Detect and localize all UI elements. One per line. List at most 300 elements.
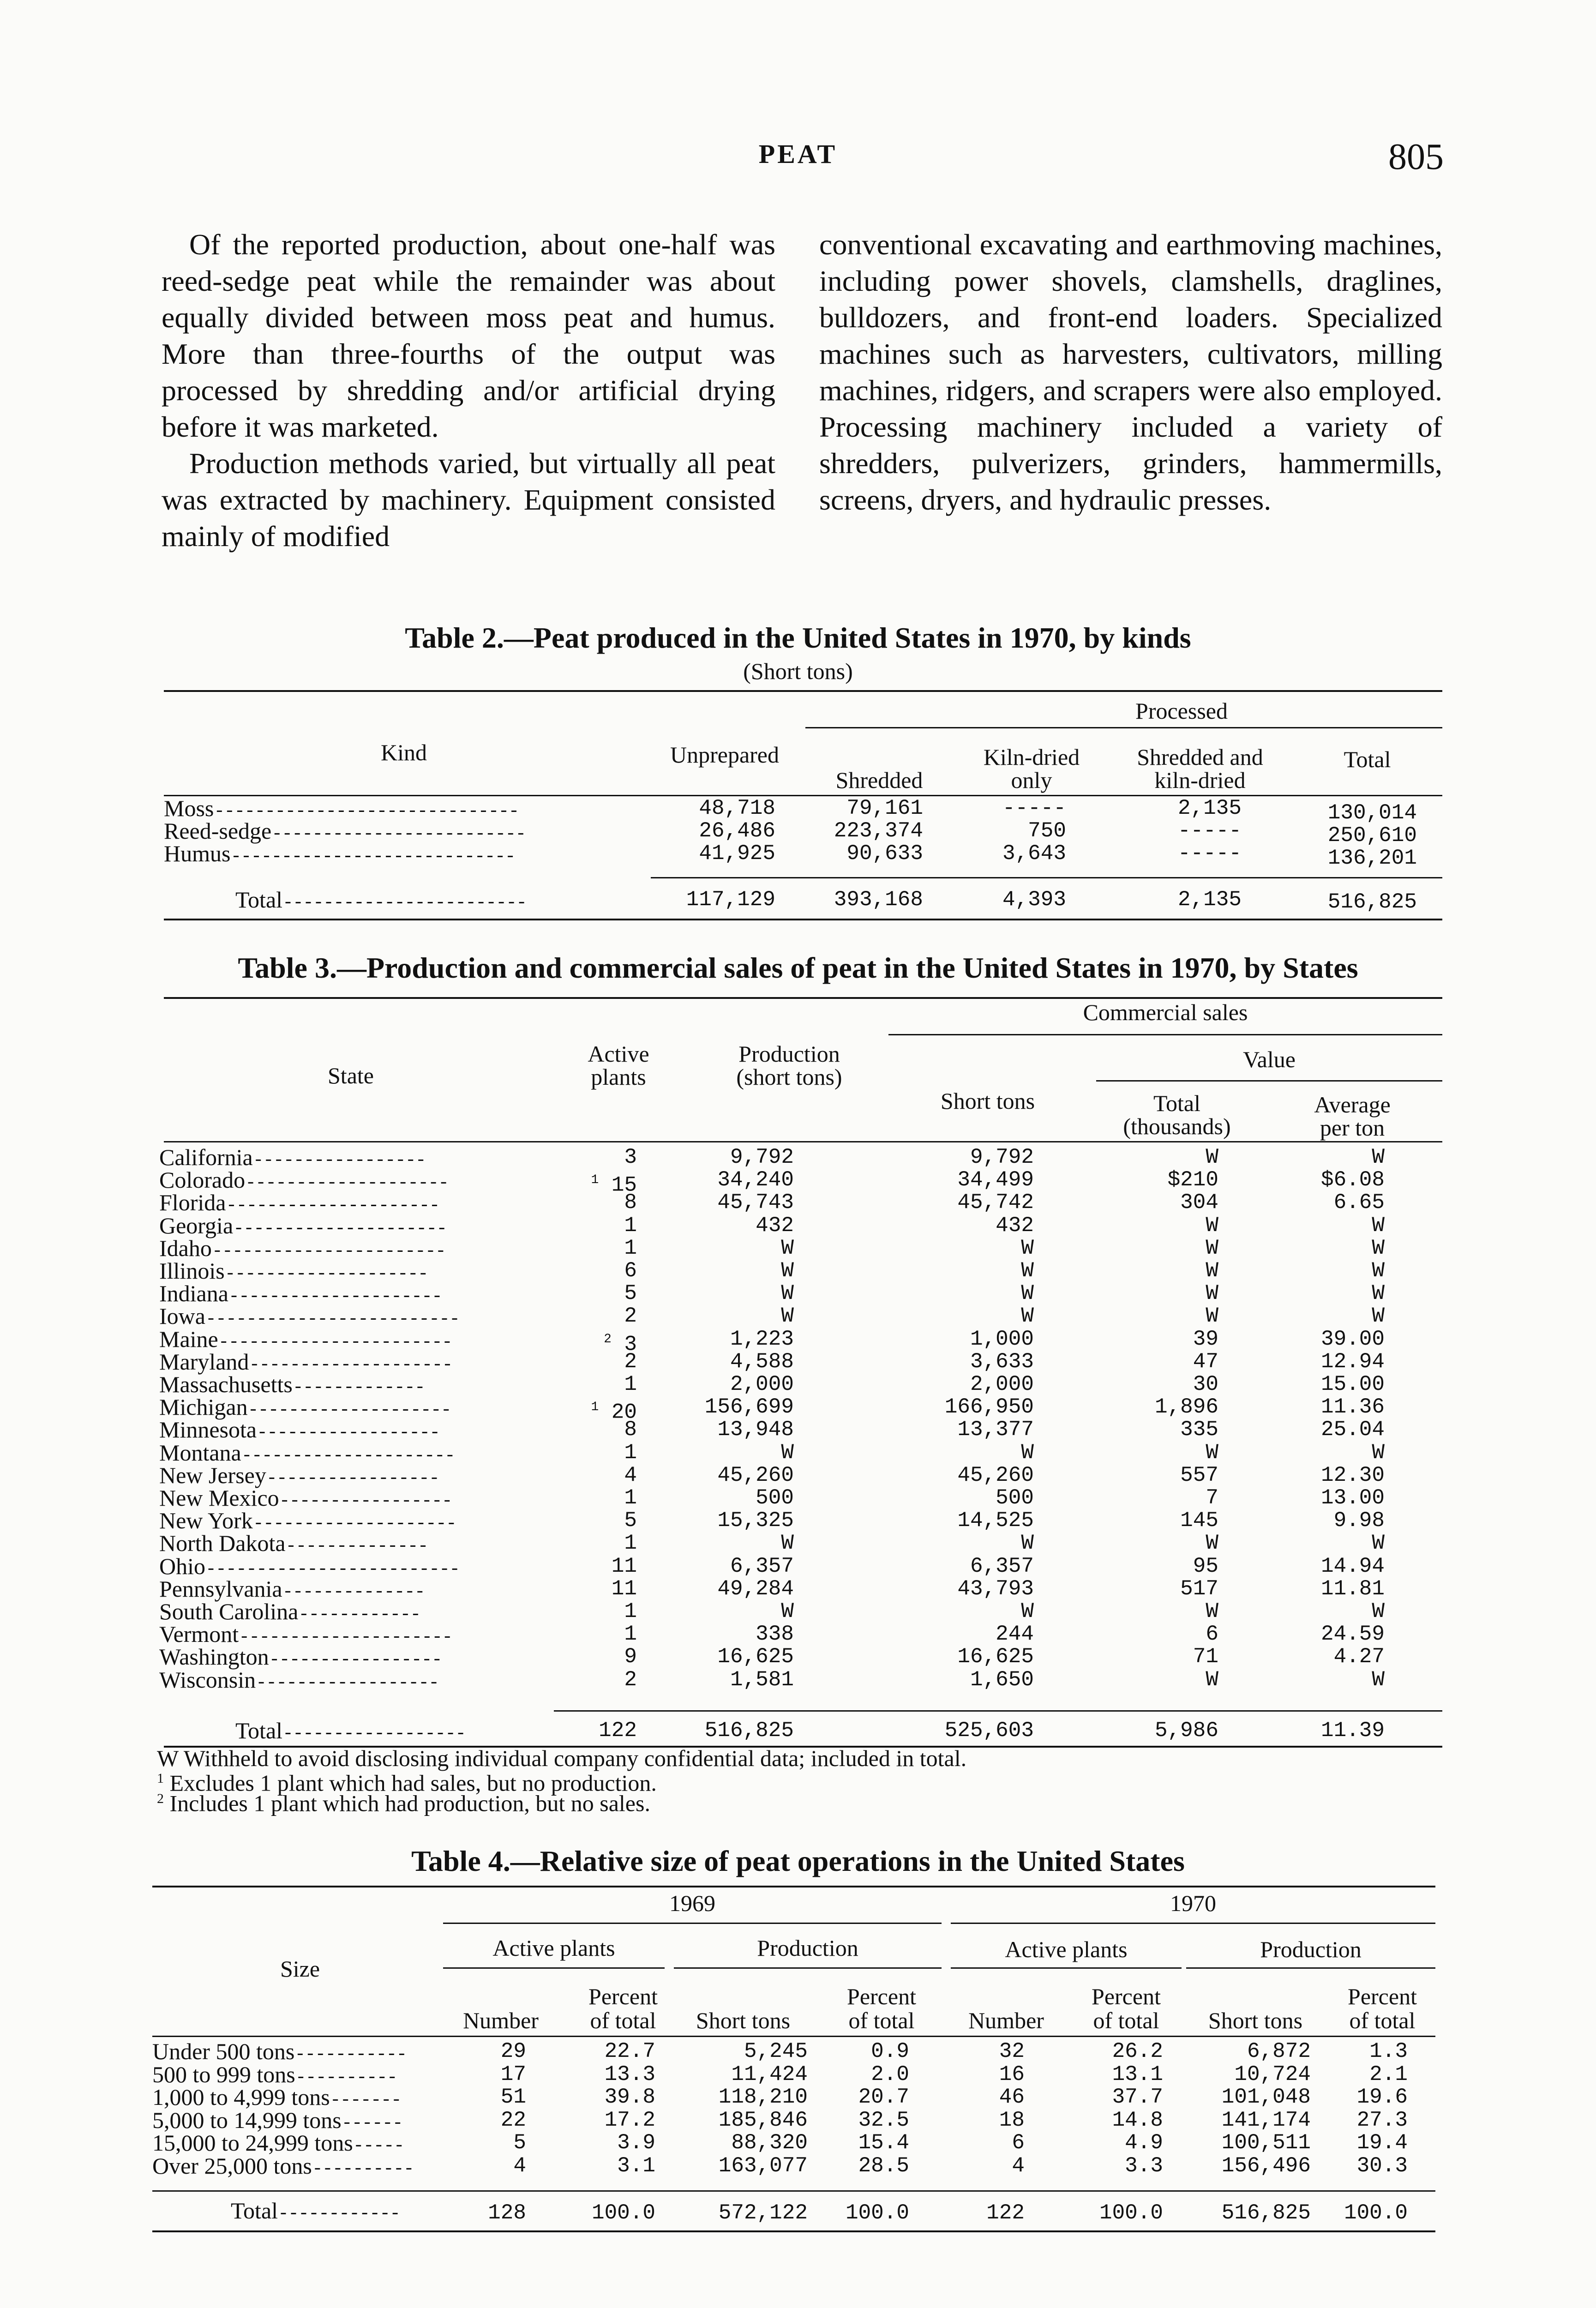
cell: 11 [611,1554,637,1578]
table-row-label: 15,000 to 24,999 tons----- [152,2130,404,2157]
col-header-shredded: Shredded [835,767,923,793]
cell: 2.1 [1369,2062,1408,2086]
cell: 32.5 [858,2108,909,2132]
cell: 17 [500,2062,526,2086]
cell: 39.8 [604,2085,655,2109]
cell: 20.7 [858,2085,909,2109]
cell: 1 [624,1213,637,1238]
cell: 3,643 [1002,841,1066,866]
cell: 118,210 [718,2085,808,2109]
cell: 88,320 [731,2131,808,2155]
cell: 5,986 [1154,1719,1218,1743]
cell: 100,511 [1221,2131,1311,2155]
cell: 1,000 [970,1327,1034,1351]
cell: W [1372,1440,1385,1465]
cell: 15,325 [717,1509,794,1533]
col-header-active-plants-1969: Active plants [492,1935,615,1961]
cell: 12.30 [1320,1463,1385,1487]
cell: W [1206,1440,1218,1465]
cell: 1 [624,1599,637,1623]
cell: W [781,1259,794,1283]
cell: W [781,1531,794,1556]
cell: 3 [624,1145,637,1169]
cell: ----- [1177,841,1242,866]
cell: 39 [1193,1327,1218,1351]
cell: 9.98 [1333,1509,1385,1533]
cell: W [1206,1281,1218,1306]
cell: 500 [996,1486,1034,1510]
cell: 16,625 [717,1645,794,1669]
cell: 34,499 [957,1168,1034,1192]
cell: 19.4 [1356,2131,1408,2155]
cell: 516,825 [1221,2201,1311,2225]
cell: W [1206,1531,1218,1556]
cell: 145 [1180,1509,1218,1533]
cell: W [1372,1599,1385,1623]
col-header-number: Number [968,2007,1044,2033]
table-3-title: Table 3.—Production and commercial sales of peat in the United States in 1970, by States [238,951,1358,984]
col-header-size: Size [280,1956,320,1982]
cell: 136,201 [1327,846,1417,870]
rule [152,2230,1435,2232]
cell: 22 [500,2108,526,2132]
cell: 1,650 [970,1667,1034,1692]
cell: 6,872 [1247,2039,1311,2063]
cell: 95 [1193,1554,1218,1578]
col-header-average: Average [1314,1092,1391,1118]
col-header-unprepared: Unprepared [670,742,779,768]
table-row-label: South Carolina------------ [159,1599,420,1625]
table-row-label: Minnesota------------------ [159,1417,440,1444]
cell: 128 [488,2201,526,2225]
cell: W [781,1599,794,1623]
cell: 14,525 [957,1509,1034,1533]
col-header-percent: of total [848,2007,915,2033]
col-header-production-1969: Production [757,1935,858,1961]
cell: W [1206,1599,1218,1623]
cell: 51 [500,2085,526,2109]
cell: 18 [999,2108,1025,2132]
rule [152,2190,1435,2192]
col-header-percent: of total [1349,2007,1416,2033]
cell: 1 [624,1440,637,1465]
cell: 37.7 [1112,2085,1163,2109]
table-total-label: Total------------------------ [235,887,527,914]
table-total-label: Total------------ [231,2198,400,2224]
cell: 27.3 [1356,2108,1408,2132]
rule [805,727,1442,728]
cell: W [1021,1599,1034,1623]
cell: 6.65 [1333,1190,1385,1215]
col-header-commercial-sales: Commercial sales [1083,999,1248,1025]
table-row-label: Maryland-------------------- [159,1348,452,1376]
table-row-label: Ohio------------------------- [159,1553,460,1580]
col-header-shredded-kiln: kiln-dried [1154,767,1246,793]
cell: 304 [1180,1190,1218,1215]
cell: 2,000 [970,1372,1034,1396]
cell: 8 [624,1418,637,1442]
cell: 1.3 [1369,2039,1408,2063]
cell: W [781,1440,794,1465]
cell: 34,240 [717,1168,794,1192]
cell: 2,000 [730,1372,794,1396]
cell: 46 [999,2085,1025,2109]
page-number: 805 [1388,137,1444,177]
cell: 1,896 [1154,1395,1218,1419]
cell: W [1206,1213,1218,1238]
cell: 16,625 [957,1645,1034,1669]
cell: 4 [624,1463,637,1487]
rule [164,997,1442,999]
cell: 750 [1028,819,1066,843]
cell: 11,424 [731,2062,808,2086]
body-column-left [162,226,775,554]
cell: $^1$ 20 [591,1400,637,1424]
col-header-percent: of total [1093,2007,1159,2033]
cell: 45,260 [957,1463,1034,1487]
cell: 11 [611,1576,637,1601]
cell: W [1021,1281,1034,1306]
cell: W [1021,1259,1034,1283]
cell: 9,792 [970,1145,1034,1169]
cell: W [1021,1440,1034,1465]
cell: 4 [1012,2153,1025,2178]
table-2-subtitle: (Short tons) [743,658,853,684]
rule [554,1710,1442,1712]
cell: 26,486 [699,819,775,843]
cell: 28.5 [858,2153,909,2178]
cell: 335 [1180,1418,1218,1442]
cell: 156,496 [1221,2153,1311,2178]
table-row-label: Idaho----------------------- [159,1235,445,1262]
col-header-total: Total [1344,746,1391,772]
table-row-label: California----------------- [159,1144,426,1171]
cell: 100.0 [591,2201,655,2225]
cell: 5 [513,2131,526,2155]
col-header-1970: 1970 [1170,1890,1216,1916]
cell: W [1206,1259,1218,1283]
table-row-label: Reed-sedge------------------------- [164,818,526,845]
cell: 13.00 [1320,1486,1385,1510]
table-row-label: New Mexico----------------- [159,1485,452,1512]
col-header-percent: Percent [1092,1983,1161,2009]
cell: 122 [599,1719,637,1743]
cell: 6,357 [730,1554,794,1578]
cell: W [1372,1145,1385,1169]
cell: 250,610 [1327,823,1417,847]
table-row-label: Washington----------------- [159,1644,442,1671]
cell: 14.8 [1112,2108,1163,2132]
rule [152,1886,1435,1887]
rule [164,919,1442,920]
cell: 39.00 [1320,1327,1385,1351]
cell: 525,603 [944,1719,1034,1743]
col-header-kiln-dried: Kiln-dried [983,744,1080,770]
cell: 2 [624,1304,637,1328]
cell: 3.3 [1125,2153,1163,2178]
col-header-production: (short tons) [736,1064,842,1090]
table-row-label: Montana--------------------- [159,1439,455,1467]
cell: 244 [996,1622,1034,1647]
cell: 71 [1193,1645,1218,1669]
cell: 100.0 [1099,2201,1163,2225]
table-row-label: Humus---------------------------- [164,841,515,867]
cell: 122 [986,2201,1025,2225]
rule [1186,1967,1435,1969]
rule [164,1141,1442,1142]
cell: 2 [624,1667,637,1692]
table-row-label: Under 500 tons----------- [152,2038,407,2065]
cell: 7 [1206,1486,1218,1510]
col-header-short-tons: Short tons [696,2007,791,2033]
cell: 100.0 [845,2201,909,2225]
cell: 100.0 [1344,2201,1408,2225]
paragraph: conventional excavating and earthmoving machines, including power shovels, clamshells, draglines, bulldozers, and front-end loaders. Specialized machines such as harvesters, cultivators, milling machines, ridgers, and scrapers were also employed. Processing machinery included a variety of shredders, pulverizers, grinders, hammermills, screens, dryers, and hydraulic presses. [819,228,1442,516]
rule [951,1967,1182,1969]
cell: 432 [756,1213,794,1238]
col-header-percent: Percent [1348,1983,1417,2009]
cell: 1,223 [730,1327,794,1351]
cell: 12.94 [1320,1349,1385,1374]
cell: 90,633 [846,841,923,866]
cell: 25.04 [1320,1418,1385,1442]
cell: 9 [624,1645,637,1669]
cell: 163,077 [718,2153,808,2178]
cell: W [1372,1281,1385,1306]
rule [443,1923,942,1924]
col-header-percent: Percent [847,1983,916,2009]
cell: 3.1 [617,2153,655,2178]
cell: ----- [1002,796,1066,820]
cell: W [1372,1236,1385,1260]
cell: 26.2 [1112,2039,1163,2063]
cell: 19.6 [1356,2085,1408,2109]
col-header-production: Production [738,1041,840,1067]
cell: $6.08 [1320,1168,1385,1192]
cell: 6 [1012,2131,1025,2155]
cell: 22.7 [604,2039,655,2063]
cell: 6,357 [970,1554,1034,1578]
cell: 45,260 [717,1463,794,1487]
cell: 43,793 [957,1576,1034,1601]
cell: 572,122 [718,2201,808,2225]
cell: 32 [999,2039,1025,2063]
rule [651,877,1442,878]
cell: 47 [1193,1349,1218,1374]
cell: 2.0 [871,2062,909,2086]
cell: 10,724 [1234,2062,1311,2086]
cell: 29 [500,2039,526,2063]
cell: 49,284 [717,1576,794,1601]
paragraph: Of the reported production, about one-half was reed-sedge peat while the remainder was about equally divided between moss peat and humus. More than three-fourths of the output was processed by shredding and/or artificial drying before it was marketed. [162,228,775,443]
cell: 101,048 [1221,2085,1311,2109]
cell: W [1206,1236,1218,1260]
rule [443,1967,665,1969]
table-row-label: 1,000 to 4,999 tons------- [152,2084,401,2111]
cell: 13.3 [604,2062,655,2086]
col-header-kiln-dried: only [1011,767,1052,793]
col-header-number: Number [463,2007,539,2033]
cell: 14.94 [1320,1554,1385,1578]
cell: 141,174 [1221,2108,1311,2132]
cell: 24.59 [1320,1622,1385,1647]
cell: 15.00 [1320,1372,1385,1396]
col-header-active-plants: plants [591,1064,646,1090]
cell: 4.27 [1333,1645,1385,1669]
col-header-shredded-kiln: Shredded and [1137,744,1263,770]
footnote-withheld: W Withheld to avoid disclosing individual company confidential data; included in total. [157,1745,967,1771]
col-header-kind: Kind [381,739,427,765]
cell: 30.3 [1356,2153,1408,2178]
cell: 338 [756,1622,794,1647]
table-row-label: Indiana--------------------- [159,1280,442,1308]
cell: 2 [624,1349,637,1374]
col-header-average: per ton [1320,1115,1385,1141]
cell: 13,948 [717,1418,794,1442]
cell: W [1021,1236,1034,1260]
cell: 516,825 [704,1719,794,1743]
cell: 432 [996,1213,1034,1238]
cell: 6 [1206,1622,1218,1647]
table-row-label: New Jersey----------------- [159,1462,439,1489]
cell: 2,135 [1177,796,1242,820]
cell: $^1$ 15 [591,1173,637,1197]
table-row-label: New York-------------------- [159,1508,456,1535]
table-row-label: Florida--------------------- [159,1190,439,1217]
cell: 5 [624,1509,637,1533]
cell: W [781,1236,794,1260]
cell: 8 [624,1190,637,1215]
table-row-label: Michigan-------------------- [159,1394,451,1421]
table-total-label: Total------------------ [235,1718,466,1744]
cell: 185,846 [718,2108,808,2132]
cell: 1 [624,1372,637,1396]
cell: 4.9 [1125,2131,1163,2155]
paragraph: Production methods varied, but virtually all peat was extracted by machinery. Equipment consisted mainly of modified [162,447,775,553]
col-header-1969: 1969 [669,1890,715,1916]
col-header-production-1970: Production [1260,1936,1362,1962]
col-header-short-tons: Short tons [1208,2007,1303,2033]
rule [1096,1080,1442,1082]
cell: 0.9 [871,2039,909,2063]
cell: 79,161 [846,796,923,820]
table-row-label: Over 25,000 tons---------- [152,2152,414,2180]
table-row-label: Wisconsin------------------ [159,1666,439,1694]
cell: W [1372,1304,1385,1328]
col-header-percent: of total [590,2007,656,2033]
body-column-right [819,226,1442,518]
cell: 1 [624,1531,637,1556]
cell: $210 [1167,1168,1218,1192]
cell: 17.2 [604,2108,655,2132]
footnote-1: $^1$ Excludes 1 plant which had sales, but no production. [157,1770,657,1796]
table-row-label: Illinois-------------------- [159,1258,428,1285]
rule [674,1967,942,1969]
table-row-label: Moss------------------------------ [164,795,519,822]
cell: 500 [756,1486,794,1510]
cell: W [1372,1667,1385,1692]
table-4-title: Table 4.—Relative size of peat operations in the United States [411,1845,1185,1877]
cell: 48,718 [699,796,775,820]
cell: 516,825 [1327,890,1417,914]
cell: 15.4 [858,2131,909,2155]
cell: W [1021,1304,1034,1328]
cell: 11.36 [1320,1395,1385,1419]
cell: 4 [513,2153,526,2178]
rule [152,2036,1435,2037]
cell: 5,245 [744,2039,808,2063]
cell: 5 [624,1281,637,1306]
table-row-label: North Dakota-------------- [159,1530,428,1557]
cell: 41,925 [699,841,775,866]
cell: 4,588 [730,1349,794,1374]
col-header-total-thousands: (thousands) [1123,1113,1231,1139]
cell: W [781,1281,794,1306]
rule [164,795,1442,796]
cell: 4,393 [1002,888,1066,912]
rule [951,1923,1435,1924]
table-2-title: Table 2.—Peat produced in the United States in 1970, by kinds [405,621,1191,654]
table-row-label: Iowa------------------------- [159,1303,460,1330]
cell: 11.81 [1320,1576,1385,1601]
cell: 557 [1180,1463,1218,1487]
cell: ----- [1177,819,1242,843]
cell: 393,168 [834,888,923,912]
table-row-label: Colorado-------------------- [159,1167,449,1194]
cell: W [1206,1304,1218,1328]
cell: 3.9 [617,2131,655,2155]
col-header-short-tons: Short tons [940,1088,1035,1114]
cell: 13,377 [957,1418,1034,1442]
cell: 45,742 [957,1190,1034,1215]
cell: 11.39 [1320,1719,1385,1743]
col-header-active-plants: Active [588,1041,649,1067]
cell: 1 [624,1486,637,1510]
footnote-2: $^2$ Includes 1 plant which had production, but no sales. [157,1790,650,1816]
cell: W [1206,1145,1218,1169]
table-row-label: 500 to 999 tons---------- [152,2061,397,2088]
table-row-label: Maine----------------------- [159,1326,452,1353]
cell: W [1372,1531,1385,1556]
cell: 45,743 [717,1190,794,1215]
table-row-label: Pennsylvania-------------- [159,1575,425,1603]
table-row-label: 5,000 to 14,999 tons------ [152,2107,402,2134]
cell: 1 [624,1236,637,1260]
cell: 223,374 [834,819,923,843]
col-header-value: Value [1243,1046,1296,1072]
cell: 2,135 [1177,888,1242,912]
col-header-total-thousands: Total [1153,1090,1201,1116]
col-header-state: State [328,1063,374,1088]
cell: W [1021,1531,1034,1556]
rule [888,1034,1442,1035]
cell: W [1372,1213,1385,1238]
cell: 166,950 [944,1395,1034,1419]
cell: $^2$ 3 [604,1332,637,1356]
table-row-label: Massachusetts------------- [159,1371,425,1398]
cell: 9,792 [730,1145,794,1169]
cell: 156,699 [704,1395,794,1419]
cell: 13.1 [1112,2062,1163,2086]
table-row-label: Vermont--------------------- [159,1621,452,1648]
cell: 30 [1193,1372,1218,1396]
cell: 1 [624,1622,637,1647]
cell: 1,581 [730,1667,794,1692]
col-header-percent: Percent [588,1983,658,2009]
table-row-label: Georgia--------------------- [159,1212,447,1239]
col-header-active-plants-1970: Active plants [1005,1936,1128,1962]
cell: W [1372,1259,1385,1283]
